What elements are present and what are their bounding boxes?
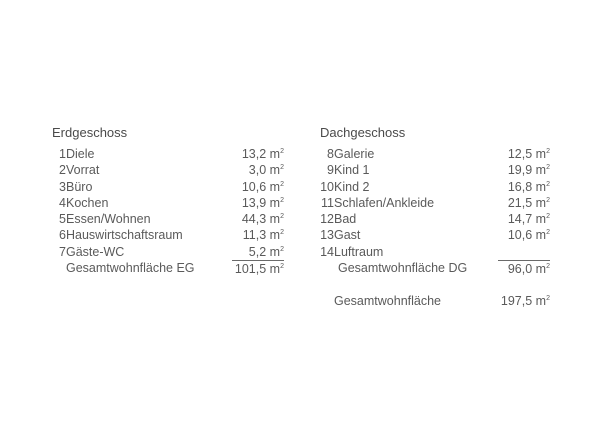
room-row [320, 211, 550, 227]
room-row [52, 244, 284, 260]
room-number: 3 [59, 179, 66, 194]
room-area: 10,6 $m^2$ [241, 179, 284, 194]
room-number: 1 [59, 147, 66, 161]
room-area: 19,9 $m^2$ [507, 163, 550, 178]
room-row [320, 195, 550, 211]
room-name: Gast [334, 228, 361, 243]
room-name: Kind 2 [334, 179, 370, 194]
room-row [52, 211, 284, 227]
room-row [320, 162, 550, 178]
total-row [320, 260, 550, 276]
room-row [320, 146, 550, 162]
room-area: 21,5 $m^2$ [507, 195, 550, 210]
room-area: 12,5 $m^2$ [507, 147, 550, 161]
room-area: 13,9 $m^2$ [241, 195, 284, 210]
room-area: 5,2 $m^2$ [248, 244, 284, 259]
room-area: 14,7 $m^2$ [507, 212, 550, 227]
room-number: 14 [320, 244, 334, 259]
room-row [52, 179, 284, 195]
room-name: Galerie [334, 147, 375, 161]
section-title: Erdgeschoss [52, 125, 128, 140]
total-label: Gesamtwohnfläche EG [66, 261, 195, 276]
room-row [320, 227, 550, 243]
total-label: Gesamtwohnfläche DG [338, 261, 468, 276]
grand-total-label: Gesamtwohnfläche [334, 294, 442, 309]
room-name: Essen/Wohnen [66, 212, 151, 227]
room-name: Gäste-WC [66, 244, 125, 259]
room-number: 12 [320, 212, 334, 227]
room-name: Bad [334, 212, 357, 227]
room-number: 9 [327, 163, 334, 178]
room-area: 13,2 $m^2$ [241, 147, 284, 161]
room-row [52, 146, 284, 162]
room-number: 6 [59, 228, 66, 243]
room-area: 16,8 $m^2$ [507, 179, 550, 194]
room-area: 10,6 $m^2$ [507, 228, 550, 243]
room-area: 11,3 $m^2$ [242, 228, 284, 243]
total-row [52, 260, 284, 276]
room-row [52, 162, 284, 178]
room-name: Büro [66, 179, 93, 194]
room-number: 10 [320, 179, 334, 194]
room-list [320, 146, 550, 260]
room-name: Kochen [66, 195, 109, 210]
room-number: 7 [59, 244, 66, 259]
room-name: Vorrat [66, 163, 100, 178]
total-area: 101,5 $m^2$ [232, 260, 284, 277]
grand-total-area: 197,5 $m^2$ [500, 294, 550, 309]
section-title: Dachgeschoss [320, 125, 406, 140]
room-row [52, 195, 284, 211]
room-number: 2 [59, 163, 66, 178]
section-dachgeschoss [320, 123, 550, 310]
room-number: 13 [320, 228, 334, 243]
room-row [320, 244, 550, 260]
room-name: Schlafen/Ankleide [334, 195, 435, 210]
room-name: Kind 1 [334, 163, 370, 178]
room-row [52, 227, 284, 243]
section-erdgeschoss [52, 123, 284, 276]
room-name: Luftraum [334, 244, 384, 259]
room-area: 44,3 $m^2$ [241, 212, 284, 227]
total-area: 96,0 $m^2$ [498, 260, 550, 277]
room-number: 5 [59, 212, 66, 227]
grand-total-row [320, 293, 550, 309]
room-list [52, 146, 284, 260]
room-number: 11 [321, 195, 334, 210]
room-area: 3,0 $m^2$ [248, 163, 284, 178]
room-row [320, 179, 550, 195]
room-number: 8 [327, 147, 334, 161]
room-name: Diele [66, 147, 95, 161]
room-number: 4 [59, 195, 66, 210]
room-name: Hauswirtschaftsraum [66, 228, 183, 243]
